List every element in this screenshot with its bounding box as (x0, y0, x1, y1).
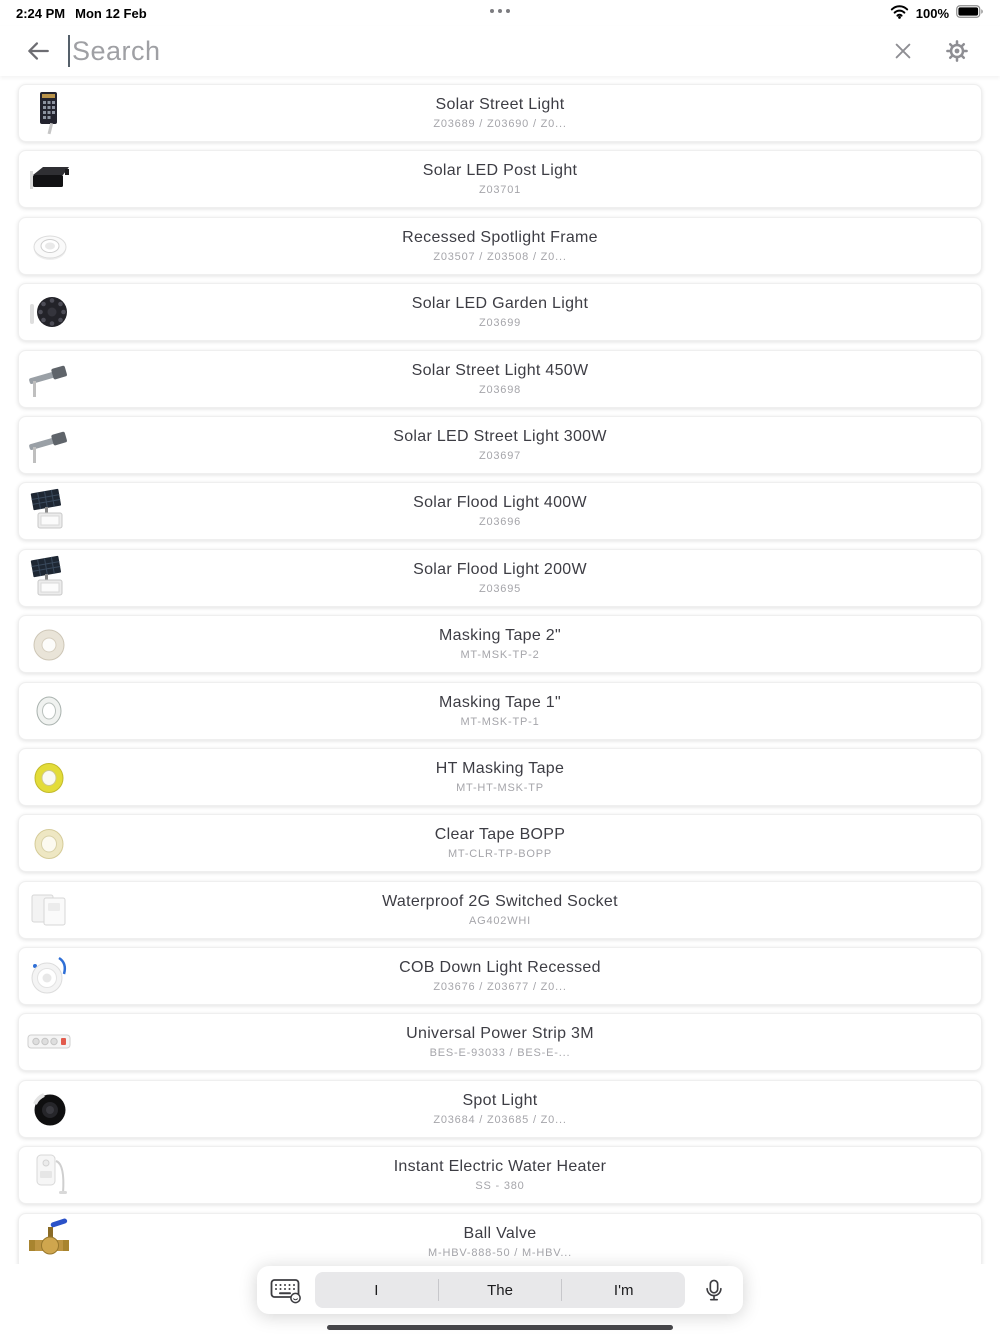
product-thumbnail-icon (25, 753, 73, 801)
product-text (363, 1092, 636, 1126)
product-thumbnail-icon (25, 421, 73, 469)
product-title: Solar LED Garden Light (411, 295, 589, 313)
product-thumbnail-icon (25, 1018, 73, 1066)
product-card[interactable] (18, 947, 982, 1005)
product-card[interactable] (18, 881, 982, 939)
product-sku: Z03698 (478, 383, 522, 396)
product-title: Solar Street Light (435, 96, 565, 113)
product-card[interactable] (18, 416, 982, 474)
product-title: Solar Flood Light 200W (413, 560, 587, 578)
settings-button[interactable] (944, 38, 970, 64)
home-indicator[interactable] (327, 1325, 673, 1330)
product-text (332, 229, 668, 263)
product-sku: Z03676 / Z03677 / Z0... (433, 981, 567, 994)
product-thumbnail-icon (25, 155, 73, 203)
product-title: Solar LED Post Light (422, 162, 578, 180)
product-title: Solar LED Street Light 300W (393, 427, 607, 445)
product-thumbnail-icon (25, 687, 73, 735)
product-sku: MT-CLR-TP-BOPP (447, 848, 553, 861)
product-thumbnail-icon (25, 1085, 73, 1133)
keyboard-accessory-bar (257, 1266, 743, 1314)
product-thumbnail-icon (25, 620, 73, 668)
product-card[interactable] (18, 615, 982, 673)
product-sku: M-HBV-888-50 / M-HBV... (428, 1246, 572, 1259)
product-text (323, 428, 677, 462)
product-title: COB Down Light Recessed (399, 959, 601, 977)
battery-icon (956, 5, 984, 21)
product-text (358, 1225, 642, 1259)
product-thumbnail-icon (25, 288, 73, 336)
microphone-icon[interactable] (697, 1275, 731, 1305)
battery-percent: 100% (915, 5, 949, 21)
product-title: Universal Power Strip 3M (406, 1025, 594, 1043)
wifi-icon (890, 4, 909, 22)
suggestion-3[interactable]: I'm (613, 1281, 634, 1299)
product-text (343, 561, 657, 595)
product-thumbnail-icon (25, 1151, 73, 1199)
product-thumbnail-icon (25, 819, 73, 867)
status-date: Mon 12 Feb (75, 5, 147, 21)
product-card[interactable] (18, 482, 982, 540)
product-text (363, 96, 636, 130)
product-text (365, 826, 636, 860)
product-title: Spot Light (462, 1091, 538, 1109)
product-thumbnail-icon (25, 355, 73, 403)
product-card[interactable] (18, 283, 982, 341)
product-title: Clear Tape BOPP (434, 826, 566, 844)
product-sku: Z03696 (478, 516, 522, 529)
product-sku: AG402WHI (468, 914, 531, 927)
product-card[interactable] (18, 1213, 982, 1271)
product-card[interactable] (18, 1146, 982, 1204)
product-text (329, 959, 671, 993)
product-text (336, 1025, 664, 1059)
search-header (0, 26, 1000, 76)
product-text (312, 893, 688, 927)
product-thumbnail-icon (25, 952, 73, 1000)
product-thumbnail-icon (25, 89, 73, 137)
product-list (18, 84, 982, 1279)
product-title: Masking Tape 2" (439, 627, 561, 645)
product-card[interactable] (18, 682, 982, 740)
search-placeholder: Search (72, 35, 161, 66)
product-text (353, 162, 648, 196)
product-text (366, 760, 634, 794)
product-thumbnail-icon (25, 222, 73, 270)
product-card[interactable] (18, 1080, 982, 1138)
multitask-indicator-icon[interactable] (490, 9, 510, 13)
product-text (342, 362, 659, 396)
product-sku: MT-HT-MSK-TP (456, 781, 544, 794)
product-sku: MT-MSK-TP-1 (460, 715, 540, 728)
product-title: Instant Electric Water Heater (393, 1158, 607, 1176)
product-text (369, 627, 631, 661)
suggestion-1[interactable]: I (374, 1281, 379, 1299)
product-sku: Z03697 (478, 449, 522, 462)
back-button[interactable] (24, 37, 52, 65)
product-title: Masking Tape 1" (439, 693, 561, 711)
product-title: Solar Street Light 450W (411, 361, 589, 379)
product-title: Waterproof 2G Switched Socket (382, 892, 618, 910)
status-bar (0, 0, 1000, 26)
product-sku: Z03695 (478, 582, 522, 595)
product-sku: BES-E-93033 / BES-E-... (429, 1047, 571, 1060)
product-card[interactable] (18, 150, 982, 208)
product-thumbnail-icon (25, 554, 73, 602)
text-caret (68, 35, 70, 67)
product-sku: Z03699 (478, 317, 522, 330)
product-card[interactable] (18, 748, 982, 806)
product-sku: Z03684 / Z03685 / Z0... (433, 1113, 567, 1126)
suggestion-2[interactable]: The (487, 1281, 513, 1299)
suggestion-pill (315, 1272, 685, 1308)
product-sku: Z03701 (478, 184, 522, 197)
product-title: HT Masking Tape (435, 759, 565, 777)
clear-search-button[interactable] (890, 38, 916, 64)
product-card[interactable] (18, 549, 982, 607)
product-text (324, 1158, 677, 1192)
product-sku: MT-MSK-TP-2 (460, 649, 540, 662)
product-thumbnail-icon (25, 1218, 73, 1266)
product-card[interactable] (18, 1013, 982, 1071)
product-text (342, 295, 658, 329)
product-thumbnail-icon (25, 886, 73, 934)
product-card[interactable] (18, 84, 982, 142)
product-title: Solar Flood Light 400W (413, 494, 587, 512)
keyboard-icon[interactable] (269, 1275, 303, 1305)
status-time: 2:24 PM (16, 5, 66, 21)
product-sku: SS - 380 (475, 1180, 525, 1193)
product-thumbnail-icon (25, 487, 73, 535)
product-title: Ball Valve (463, 1224, 537, 1242)
search-input[interactable] (68, 35, 161, 67)
product-card[interactable] (18, 350, 982, 408)
product-sku: Z03689 / Z03690 / Z0... (433, 118, 567, 130)
product-sku: Z03507 / Z03508 / Z0... (433, 250, 567, 263)
product-card[interactable] (18, 217, 982, 275)
product-title: Recessed Spotlight Frame (402, 228, 598, 246)
product-text (369, 694, 631, 728)
product-text (343, 494, 657, 528)
product-card[interactable] (18, 814, 982, 872)
